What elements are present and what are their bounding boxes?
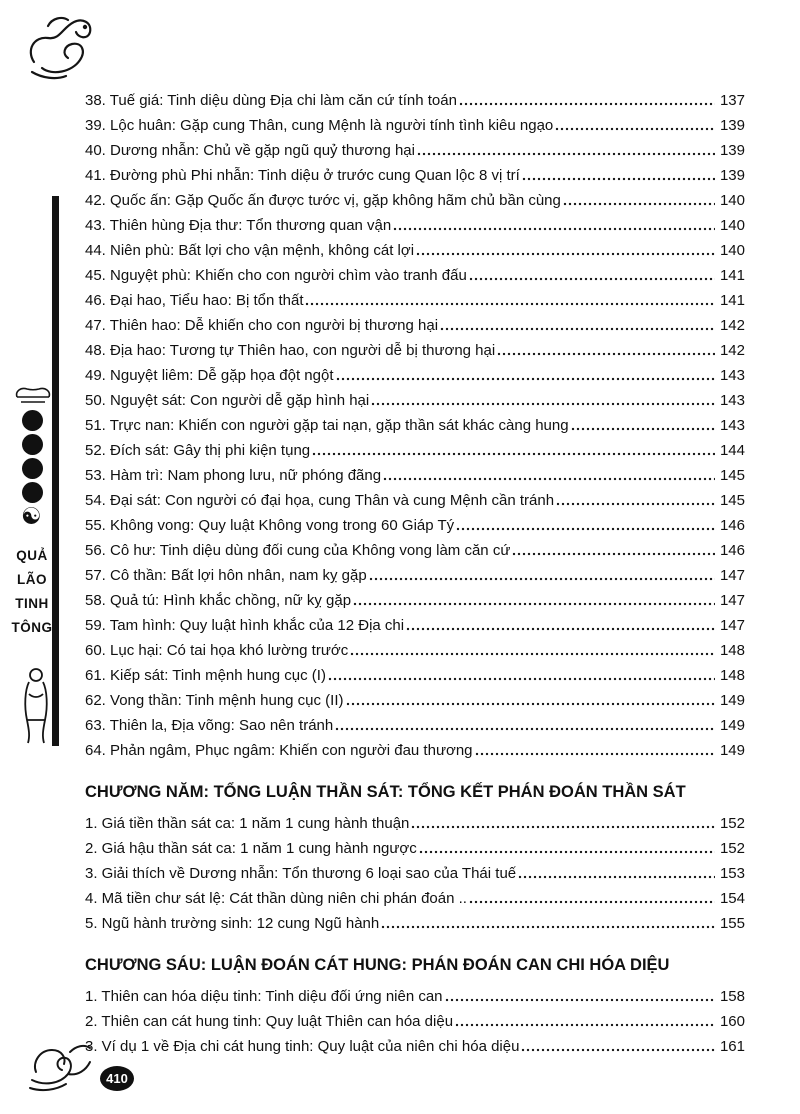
vertical-title-word: QUẢ xyxy=(16,548,48,563)
toc-entry xyxy=(85,388,745,413)
toc-entry xyxy=(85,713,745,738)
toc-leader-dots xyxy=(350,638,715,663)
page-number-badge: 410 xyxy=(100,1066,134,1091)
toc-entry-label: 61. Kiếp sát: Tinh mệnh hung cục (I) xyxy=(85,667,326,684)
toc-leader-dots xyxy=(312,438,715,463)
toc-entry-label: 57. Cô thần: Bất lợi hôn nhân, nam kỵ gặp xyxy=(85,567,367,584)
toc-entry xyxy=(85,638,745,663)
toc-leader-dots xyxy=(371,388,715,413)
toc-entry-label: 1. Thiên can hóa diệu tinh: Tinh diệu đối ứng niên can xyxy=(85,988,443,1005)
toc-entry-page: 153 xyxy=(719,865,745,882)
vertical-title-word: TÔNG xyxy=(11,620,53,635)
toc-entry-label: 52. Đích sát: Gây thị phi kiện tụng xyxy=(85,442,311,459)
toc-entry-page: 145 xyxy=(719,467,745,484)
toc-entry xyxy=(85,613,745,638)
toc-entry-page: 139 xyxy=(719,167,745,184)
toc-entry-label: 50. Nguyệt sát: Con người dễ gặp hình hại xyxy=(85,392,370,409)
toc-entry xyxy=(85,861,745,886)
toc-leader-dots xyxy=(475,738,715,763)
toc-entry-label: 39. Lộc huân: Gặp cung Thân, cung Mệnh là người tính tình kiêu ngạo xyxy=(85,117,554,134)
toc-entry-label: 42. Quốc ấn: Gặp Quốc ấn được tước vị, gặp không hãm chủ bần cùng xyxy=(85,192,561,209)
toc-entry xyxy=(85,138,745,163)
toc-entry xyxy=(85,984,745,1009)
toc-entry-label: 62. Vong thần: Tinh mệnh hung cục (II) xyxy=(85,692,344,709)
toc-leader-dots xyxy=(411,811,715,836)
monk-figure-icon xyxy=(18,666,54,746)
toc-leader-dots xyxy=(455,1009,715,1034)
toc-entry xyxy=(85,1009,745,1034)
toc-leader-dots xyxy=(445,984,715,1009)
toc-entry xyxy=(85,438,745,463)
toc-entry xyxy=(85,163,745,188)
toc-entry-page: 140 xyxy=(719,242,745,259)
toc-entry-page: 158 xyxy=(719,988,745,1005)
toc-entry-label: 53. Hàm trì: Nam phong lưu, nữ phóng đãng xyxy=(85,467,382,484)
dragon-ornament-icon xyxy=(22,6,100,84)
toc-entry xyxy=(85,88,745,113)
toc-entry-page: 142 xyxy=(719,342,745,359)
toc-leader-dots xyxy=(417,138,715,163)
toc-entry-page: 145 xyxy=(719,492,745,509)
toc-entry-label: 3. Ví dụ 1 về Địa chi cát hung tinh: Quy luật của niên chi hóa diệu xyxy=(85,1038,520,1055)
toc-entry-page: 152 xyxy=(719,815,745,832)
toc-entry-label: 1. Giá tiền thần sát ca: 1 năm 1 cung hành thuận xyxy=(85,815,410,832)
toc-leader-dots xyxy=(556,488,715,513)
toc-entry-label: 46. Đại hao, Tiểu hao: Bị tổn thất xyxy=(85,292,304,309)
toc-entry xyxy=(85,363,745,388)
toc-leader-dots xyxy=(555,113,715,138)
toc-entry xyxy=(85,688,745,713)
toc-entry-page: 143 xyxy=(719,367,745,384)
toc-leader-dots xyxy=(346,688,715,713)
toc-entry-page: 144 xyxy=(719,442,745,459)
toc-entry-page: 146 xyxy=(719,517,745,534)
toc-entry-page: 139 xyxy=(719,142,745,159)
toc-entry-page: 143 xyxy=(719,417,745,434)
toc-entry-page: 149 xyxy=(719,692,745,709)
toc-leader-dots xyxy=(459,88,715,113)
toc-leader-dots xyxy=(381,911,715,936)
toc-entry-label: 54. Đại sát: Con người có đại họa, cung Thân và cung Mệnh cần tránh xyxy=(85,492,555,509)
toc-entry-label: 64. Phản ngâm, Phục ngâm: Khiến con người đau thương xyxy=(85,742,473,759)
toc-entry xyxy=(85,811,745,836)
toc-entry-label: 63. Thiên la, Địa võng: Sao nên tránh xyxy=(85,717,334,734)
toc-entry xyxy=(85,313,745,338)
toc xyxy=(85,88,745,1059)
toc-entry xyxy=(85,911,745,936)
toc-entry xyxy=(85,836,745,861)
toc-entry-page: 147 xyxy=(719,617,745,634)
toc-entry-label: 60. Lục hại: Có tai họa khó lường trước xyxy=(85,642,349,659)
toc-entry-label: 56. Cô hư: Tinh diệu dùng đối cung của Không vong làm căn cứ xyxy=(85,542,511,559)
toc-entry xyxy=(85,1034,745,1059)
toc-leader-dots xyxy=(419,836,715,861)
toc-entry-page: 139 xyxy=(719,117,745,134)
toc-entry-page: 141 xyxy=(719,292,745,309)
toc-entry xyxy=(85,113,745,138)
phoenix-ornament-icon xyxy=(26,1036,96,1092)
toc-entry xyxy=(85,463,745,488)
bullet-dot xyxy=(22,410,43,431)
toc-entry-page: 140 xyxy=(719,217,745,234)
toc-entry-label: 43. Thiên hùng Địa thư: Tổn thương quan vận xyxy=(85,217,392,234)
toc-leader-dots xyxy=(369,563,715,588)
toc-leader-dots xyxy=(571,413,715,438)
toc-entry-page: 152 xyxy=(719,840,745,857)
toc-entry-page: 146 xyxy=(719,542,745,559)
vertical-title-word: LÃO xyxy=(17,572,47,587)
toc-leader-dots xyxy=(497,338,715,363)
toc-entry-page: 160 xyxy=(719,1013,745,1030)
toc-leader-dots xyxy=(521,1034,715,1059)
toc-leader-dots xyxy=(393,213,715,238)
toc-leader-dots xyxy=(469,886,715,911)
toc-entry-label: 49. Nguyệt liêm: Dễ gặp họa đột ngột xyxy=(85,367,334,384)
toc-entry-page: 154 xyxy=(719,890,745,907)
toc-entry xyxy=(85,563,745,588)
toc-entry-label: 4. Mã tiền chư sát lệ: Cát thần dùng niên chi phán đoán .. xyxy=(85,890,467,907)
toc-leader-dots xyxy=(456,513,715,538)
toc-entry xyxy=(85,288,745,313)
toc-entry xyxy=(85,538,745,563)
toc-leader-dots xyxy=(305,288,715,313)
toc-entry-label: 38. Tuế giá: Tinh diệu dùng Địa chi làm căn cứ tính toán xyxy=(85,92,457,109)
toc-entry-page: 147 xyxy=(719,567,745,584)
toc-entry-page: 149 xyxy=(719,717,745,734)
toc-leader-dots xyxy=(518,861,715,886)
yin-yang-icon: ☯ xyxy=(21,504,42,530)
vertical-title-word: TINH xyxy=(15,596,49,611)
toc-leader-dots xyxy=(522,163,715,188)
toc-entry-page: 137 xyxy=(719,92,745,109)
chapter-heading: CHƯƠNG NĂM: TỔNG LUẬN THẦN SÁT: TỔNG KẾT PHÁN ĐOÁN THẦN SÁT xyxy=(85,783,686,801)
toc-leader-dots xyxy=(469,263,715,288)
toc-leader-dots xyxy=(336,363,716,388)
sidebar-vertical-bar xyxy=(52,196,59,746)
toc-entry-label: 47. Thiên hao: Dễ khiến cho con người bị thương hại xyxy=(85,317,439,334)
toc-entry xyxy=(85,588,745,613)
toc-entry xyxy=(85,238,745,263)
toc-entry-label: 5. Ngũ hành trường sinh: 12 cung Ngũ hành xyxy=(85,915,380,932)
toc-entry-label: 55. Không vong: Quy luật Không vong trong 60 Giáp Tý xyxy=(85,517,455,534)
toc-entry-label: 40. Dương nhẫn: Chủ về gặp ngũ quỷ thương hại xyxy=(85,142,415,159)
toc-entry-label: 59. Tam hình: Quy luật hình khắc của 12 Địa chi xyxy=(85,617,405,634)
bullet-dot xyxy=(22,434,43,455)
toc-entry-page: 148 xyxy=(719,667,745,684)
toc-leader-dots xyxy=(440,313,715,338)
toc-entry xyxy=(85,513,745,538)
toc-leader-dots xyxy=(353,588,715,613)
toc-entry-page: 147 xyxy=(719,592,745,609)
toc-entry-page: 155 xyxy=(719,915,745,932)
toc-entry xyxy=(85,886,745,911)
toc-leader-dots xyxy=(383,463,715,488)
toc-entry xyxy=(85,663,745,688)
toc-entry xyxy=(85,738,745,763)
toc-entry-page: 143 xyxy=(719,392,745,409)
toc-entry-page: 148 xyxy=(719,642,745,659)
toc-leader-dots xyxy=(512,538,715,563)
toc-entry xyxy=(85,488,745,513)
toc-entry-label: 58. Quả tú: Hình khắc chồng, nữ kỵ gặp xyxy=(85,592,352,609)
toc-entry-label: 51. Trực nan: Khiến con người gặp tai nạn, gặp thần sát khác càng hung xyxy=(85,417,569,434)
toc-entry-label: 44. Niên phù: Bất lợi cho vận mệnh, không cát lợi xyxy=(85,242,415,259)
bullet-dot xyxy=(22,458,43,479)
toc-entry-label: 2. Giá hậu thần sát ca: 1 năm 1 cung hành ngược xyxy=(85,840,417,857)
toc-leader-dots xyxy=(406,613,715,638)
chapter-heading: CHƯƠNG SÁU: LUẬN ĐOÁN CÁT HUNG: PHÁN ĐOÁN CAN CHI HÓA DIỆU xyxy=(85,956,670,974)
toc-entry-page: 141 xyxy=(719,267,745,284)
bullet-dot xyxy=(22,482,43,503)
sidebar-vertical-title xyxy=(8,544,56,640)
toc-entry-label: 45. Nguyệt phù: Khiến cho con người chìm vào tranh đấu xyxy=(85,267,467,284)
toc-entry-label: 48. Địa hao: Tương tự Thiên hao, con người dễ bị thương hại xyxy=(85,342,496,359)
toc-entry-page: 142 xyxy=(719,317,745,334)
toc-entry-label: 41. Đường phù Phi nhẫn: Tinh diệu ở trước cung Quan lộc 8 vị trí xyxy=(85,167,520,184)
toc-leader-dots xyxy=(563,188,715,213)
toc-entry-label: 3. Giải thích về Dương nhẫn: Tổn thương 6 loại sao của Thái tuế xyxy=(85,865,517,882)
toc-leader-dots xyxy=(335,713,715,738)
toc-leader-dots xyxy=(416,238,715,263)
toc-entry-page: 161 xyxy=(719,1038,745,1055)
toc-entry xyxy=(85,338,745,363)
toc-entry xyxy=(85,213,745,238)
seal-stamp-icon xyxy=(13,384,53,406)
toc-entry xyxy=(85,413,745,438)
toc-entry xyxy=(85,188,745,213)
toc-entry-label: 2. Thiên can cát hung tinh: Quy luật Thiên can hóa diệu xyxy=(85,1013,454,1030)
toc-entry xyxy=(85,263,745,288)
toc-leader-dots xyxy=(328,663,715,688)
toc-entry-page: 149 xyxy=(719,742,745,759)
toc-entry-page: 140 xyxy=(719,192,745,209)
